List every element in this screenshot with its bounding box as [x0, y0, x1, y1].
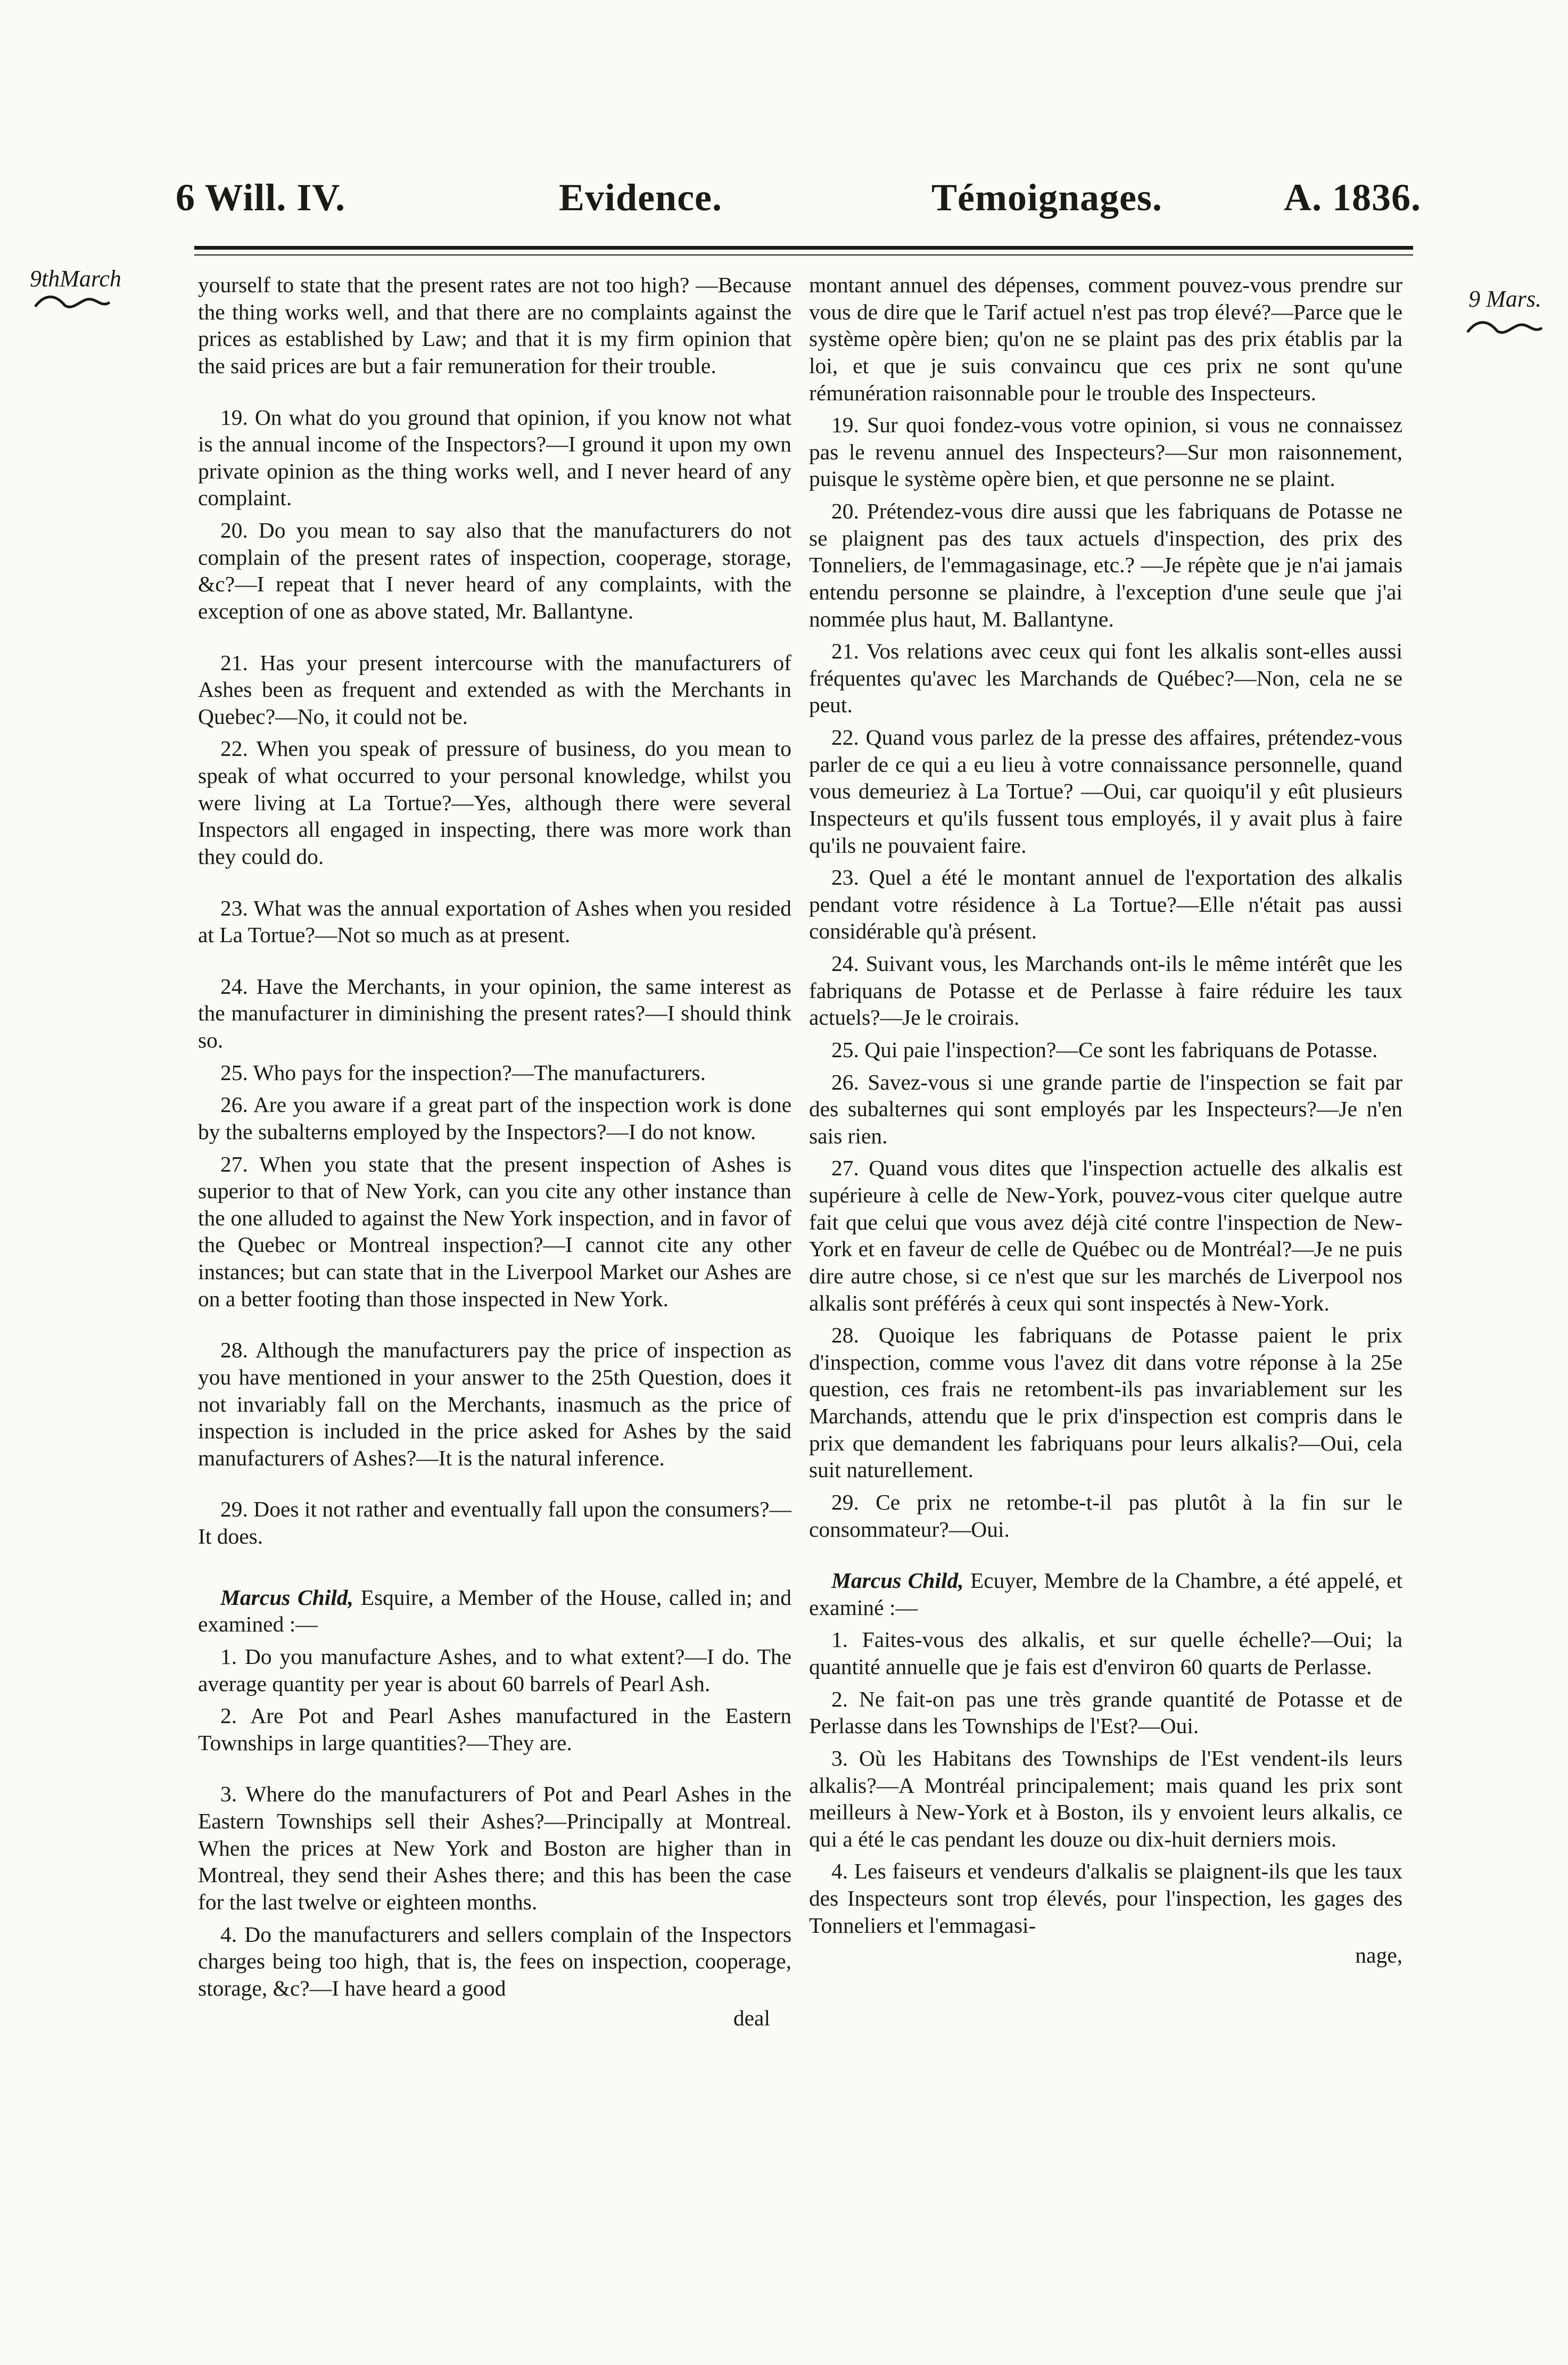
en-question-c2: 2. Are Pot and Pearl Ashes manufactured in the Eastern Townships in large quantities?—They are. [198, 1703, 791, 1755]
running-header [176, 176, 1421, 234]
header-year: A. 1836. [1284, 176, 1421, 219]
en-question-20: 20. Do you mean to say also that the manufacturers do not complain of the present rates of inspection, cooperage, storage, &c?—I repeat that I never heard of any complaints, with the exception of one as above stated, Mr. Ballantyne. [198, 518, 791, 623]
fr-question-c1: 1. Faites-vous des alkalis, et sur quelle échelle?—Oui; la quantité annuelle que je fais est d'environ 60 quarts de Perlasse. [809, 1627, 1402, 1679]
fr-question-28: 28. Quoique les fabriquans de Potasse paient le prix d'inspection, comme vous l'avez dit dans votre réponse à la 25e question, ces frais ne retombent-ils pas invariablement sur les Marchands, attendu que le prix d'inspection est compris dans le prix que demandent les fabriquans pour leurs alkalis?—Oui, cela suit naturellement. [809, 1323, 1402, 1482]
en-witness-title: Esquire, a Member of the House, called in; and examined :— [198, 1585, 792, 1637]
fr-question-24: 24. Suivant vous, les Marchands ont-ils le même intérêt que les fabriquans de Potasse et de Perlasse à faire réduire les taux actuels?—Je le croirais. [809, 951, 1402, 1030]
en-question-29: 29. Does it not rather and eventually fall upon the consumers?—It does. [198, 1497, 791, 1548]
fr-question-c3: 3. Où les Habitans des Townships de l'Est vendent-ils leurs alkalis?—A Montréal principalement; mais quand les prix sont meilleurs à New-York et à Boston, ils y envoient leurs alkalis, ce qui a été le cas pendant les douze ou dix-huit derniers mois. [809, 1745, 1402, 1851]
en-question-24: 24. Have the Merchants, in your opinion, the same interest as the manufacturer in diminishing the present rates?—I should think so. [198, 974, 791, 1052]
margin-flourish-right-icon [1464, 317, 1544, 339]
en-question-23: 23. What was the annual exportation of Ashes when you resided at La Tortue?—Not so much as at present. [198, 895, 791, 947]
en-witness-intro [198, 1584, 791, 1638]
fr-question-25: 25. Qui paie l'inspection?—Ce sont les fabriquans de Potasse. [831, 1037, 1378, 1062]
fr-question-c4: 4. Les faiseurs et vendeurs d'alkalis se plaignent-ils que les taux des Inspecteurs sont trop élevés, pour l'inspection, les gages des Tonneliers et l'emmagasi- [809, 1859, 1402, 1938]
fr-question-20: 20. Prétendez-vous dire aussi que les fabriquans de Potasse ne se plaignent pas des taux actuels d'inspection, des prix des Tonneliers, de l'emmagasinage, etc.? —Je répète que je n'ai jamais entendu personne se plaindre, à l'exception d'une seule que j'ai nommée plus haut, M. Ballantyne. [809, 499, 1402, 631]
en-question-c1: 1. Do you manufacture Ashes, and to what extent?—I do. The average quantity per year is about 60 barrels of Pearl Ash. [198, 1644, 791, 1696]
en-question-21: 21. Has your present intercourse with the manufacturers of Ashes been as frequent and extended as with the Merchants in Quebec?—No, it could not be. [198, 650, 791, 729]
en-question-27: 27. When you state that the present inspection of Ashes is superior to that of New York, can you cite any other instance than the one alluded to against the New York inspection, and in favor of the Quebec or Montreal inspection?—I cannot cite any other instances; but can state that in the Liverpool Market our Ashes are on a better footing than those inspected in New York. [198, 1151, 791, 1311]
fr-witness-title: Ecuyer, Membre de la Chambre, a été appelé, et examiné :— [809, 1568, 1402, 1620]
header-rule-thin [194, 254, 1413, 256]
fr-question-22: 22. Quand vous parlez de la presse des affaires, prétendez-vous parler de ce qui a eu lieu à votre connaissance personnelle, quand vous demeuriez à La Tortue? —Oui, car quoiqu'il y eût plusieurs Inspecteurs et qu'ils fussent tous employés, il y avait plus à faire qu'ils ne pouvaient faire. [809, 725, 1402, 858]
margin-flourish-left-icon [32, 292, 112, 313]
en-catchword: deal [733, 2006, 770, 2031]
header-temoignages: Témoignages. [931, 176, 1162, 219]
en-question-c3: 3. Where do the manufacturers of Pot and Pearl Ashes in the Eastern Townships sell their Ashes?—Principally at Montreal. When the prices at New York and Boston are higher than in Montreal, they send their Ashes there; and this has been the case for the last twelve or eighteen months. [198, 1782, 791, 1914]
fr-para-18-cont: montant annuel des dépenses, comment pouvez-vous prendre sur vous de dire que le Tarif actuel n'est pas trop élevé?—Parce que le système opère bien; qu'on ne se plaint pas des prix établis par la loi, et que je suis convaincu que ces prix ne sont qu'une rémunération raisonnable pour le trouble des Inspecteurs. [809, 273, 1402, 405]
margin-date-right: 9 Mars. [1468, 286, 1541, 312]
fr-witness-name: Marcus Child, [831, 1568, 964, 1593]
header-evidence: Evidence. [559, 176, 722, 219]
en-question-25: 25. Who pays for the inspection?—The manufacturers. [220, 1060, 706, 1085]
en-para-18-cont: yourself to state that the present rates are not too high? —Because the thing works well, and that there are no complaints against the prices as established by Law; and that it is my firm opinion that the said prices are but a fair remuneration for their trouble. [198, 273, 791, 378]
fr-question-c2: 2. Ne fait-on pas une très grande quantité de Potasse et de Perlasse dans les Townships de l'Est?—Oui. [809, 1686, 1402, 1738]
header-session: 6 Will. IV. [176, 176, 346, 219]
header-rule-thick [194, 246, 1413, 250]
margin-date-left: 9thMarch [30, 266, 121, 292]
english-column [198, 271, 791, 2032]
en-question-28: 28. Although the manufacturers pay the price of inspection as you have mentioned in your answer to the 25th Question, does it not invariably fall on the Merchants, inasmuch as the price of inspection is included in the price asked for Ashes by the said manufacturers of Ashes?—It is the natural inference. [198, 1338, 791, 1470]
fr-question-23: 23. Quel a été le montant annuel de l'exportation des alkalis pendant votre résidence à La Tortue?—Elle n'était pas aussi considérable qu'à présent. [809, 865, 1402, 944]
en-question-22: 22. When you speak of pressure of business, do you mean to speak of what occurred to your personal knowledge, whilst you were living at La Tortue?—Yes, although there were several Inspectors all engaged in inspecting, there was more work than they could do. [198, 736, 791, 869]
fr-question-21: 21. Vos relations avec ceux qui font les alkalis sont-elles aussi fréquentes qu'avec les Marchands de Québec?—Non, cela ne se peut. [809, 639, 1402, 718]
fr-question-19: 19. Sur quoi fondez-vous votre opinion, si vous ne connaissez pas le revenu annuel des Inspecteurs?—Sur mon raisonnement, puisque le système opère bien, et que personne ne se plaint. [809, 413, 1402, 491]
fr-question-29: 29. Ce prix ne retombe-t-il pas plutôt à la fin sur le consommateur?—Oui. [809, 1489, 1402, 1542]
fr-witness-intro [809, 1567, 1402, 1621]
fr-catchword: nage, [1355, 1943, 1402, 1968]
en-question-19: 19. On what do you ground that opinion, if you know not what is the annual income of the Inspectors?—I ground it upon my own private opinion as the thing works well, and I never heard of any complaint. [198, 405, 791, 510]
en-question-26: 26. Are you aware if a great part of the inspection work is done by the subalterns employed by the Inspectors?—I do not know. [198, 1092, 791, 1144]
en-question-c4: 4. Do the manufacturers and sellers complain of the Inspectors charges being too high, that is, the fees on inspection, cooperage, storage, &c?—I have heard a good [198, 1922, 791, 2000]
french-column [809, 271, 1402, 1969]
fr-question-27: 27. Quand vous dites que l'inspection actuelle des alkalis est supérieure à celle de New-York, pouvez-vous citer quelque autre fait que celui que vous avez déjà cité contre l'inspection de New-York et en faveur de celle de Québec ou de Montréal?—Je ne puis dire autre chose, si ce n'est que sur les marchés de Liverpool nos alkalis sont préférés à ceux qui sont inspectés à New-York. [809, 1156, 1402, 1315]
fr-question-26: 26. Savez-vous si une grande partie de l'inspection se fait par des subalternes qui sont employés par les Inspecteurs?—Je n'en sais rien. [809, 1069, 1402, 1148]
en-witness-name: Marcus Child, [220, 1585, 353, 1610]
